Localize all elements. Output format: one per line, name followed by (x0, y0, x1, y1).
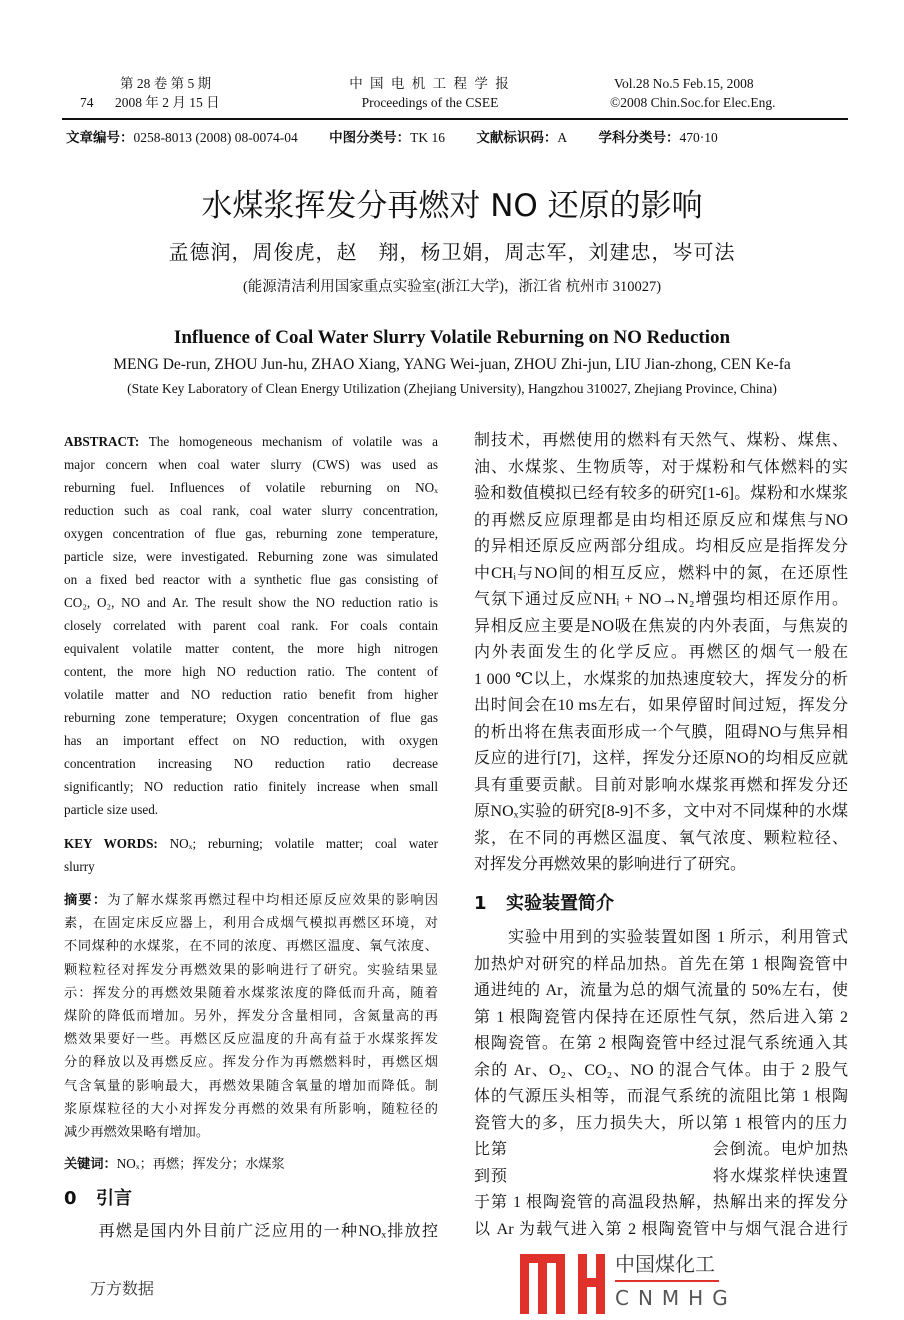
meta-label: 中图分类号： (329, 130, 411, 145)
meta-value: A (557, 130, 568, 145)
text-line (64, 499, 438, 522)
line-text: 加热炉对研究的样品加热。首先在第 1 根陶瓷管中 (474, 955, 848, 973)
text-line (474, 587, 848, 614)
text-line (474, 1111, 848, 1138)
text-line (64, 637, 438, 660)
text-line (474, 1190, 848, 1217)
text-line (474, 455, 848, 482)
line-text: volatile matter and NO reduction ratio benefit from higher (64, 687, 438, 702)
title-en: Influence of Coal Water Slurry Volatile Reburning on NO Reduction (173, 327, 731, 348)
text-line (474, 534, 848, 561)
date-cn: 2008 年 2 月 15 日 (115, 95, 220, 110)
line-text: 瓷管大的多，压力损失大，所以第 1 根管内的压力 (474, 1114, 848, 1132)
text-line (64, 1027, 438, 1050)
line-text: 余的 Ar、O₂、CO₂、NO 的混合气体。由于 2 股气 (474, 1061, 848, 1079)
text-line (474, 826, 848, 853)
text-line (474, 428, 848, 455)
line-text: 煤阶的降低而增加。另外，挥发分含量相同，含氮量高的再 (64, 1007, 438, 1023)
meta-clc-number (329, 130, 445, 145)
line-text: particle size, were investigated. Reburning zone was simulated (64, 549, 438, 564)
affiliation-cn: (能源清洁利用国家重点实验室(浙江大学)，浙江省 杭州市 310027) (242, 279, 662, 295)
meta-label: 学科分类号： (598, 130, 680, 145)
line-text: particle size used. (64, 802, 159, 817)
title-cn: 水煤浆挥发分再燃对 NO 还原的影响 (201, 188, 703, 224)
abstract-en (64, 430, 438, 821)
line-text: 内外表面发生的化学反应。再燃区的烟气一般在 (474, 644, 848, 661)
journal-en: Proceedings of the CSEE (361, 95, 499, 110)
meta-value: 470·10 (679, 130, 718, 145)
line-text: 中CHᵢ与NO间的相互反应，燃料中的氮，在还原性 (474, 564, 848, 582)
keywords-cn-label: 关键词： (64, 1156, 117, 1171)
text-line (64, 568, 438, 591)
intro-paragraph-start (64, 1219, 438, 1246)
text-line (64, 614, 438, 637)
volume-issue: 第 28 卷 第 5 期 (120, 76, 212, 91)
line-text: 气含氧量的影响最大，再燃效果随含氧量的增加而降低。制 (64, 1077, 438, 1093)
header-rule (62, 118, 848, 120)
line-text: 第 1 根陶瓷管内保持在还原性气氛，然后进入第 2 (474, 1008, 848, 1026)
line-text: reburning zone temperature; Oxygen concentration of flue gas (64, 710, 438, 725)
line-text: 原NOₓ实验的研究[8-9]不多，文中对不同煤种的水煤 (474, 803, 848, 820)
text-line (474, 952, 848, 979)
text-line (64, 706, 438, 729)
text-line (64, 911, 438, 934)
line-text: 到预 将水煤浆样快速置 (474, 1167, 848, 1185)
text-line (474, 799, 848, 826)
line-text: 为了解水煤浆再燃过程中均相还原反应效果的影响因 (107, 892, 439, 907)
text-line (64, 660, 438, 683)
abstract-cn (64, 888, 438, 1143)
text-line (64, 476, 438, 499)
watermark-en: CNMHG (615, 1286, 737, 1310)
meta-document-code (476, 130, 567, 145)
text-line (474, 561, 848, 588)
page-number: 74 (80, 95, 94, 110)
abstract-en-label: ABSTRACT: (64, 434, 140, 449)
line-text: 减少再燃效果略有增加。 (64, 1123, 210, 1139)
line-text: 油、水煤浆、生物质等，对于煤粉和气体燃料的实 (474, 458, 848, 476)
line-text: 浆，在不同的再燃区温度、氧气浓度、颗粒粒径、 (474, 829, 848, 847)
section-0-heading (64, 1184, 132, 1210)
text-line (64, 888, 438, 911)
text-line (64, 775, 438, 798)
text-line (474, 693, 848, 720)
authors-cn: 孟德润，周俊虎，赵 翔，杨卫娟，周志军，刘建忠，岑可法 (168, 242, 736, 264)
line-text: 气氛下通过反应NHᵢ + NO→N₂增强均相还原作用。 (474, 591, 848, 608)
line-text: CO₂, O₂, NO and Ar. The result show the NO reduction ratio is (64, 595, 438, 610)
section-1-heading (474, 889, 614, 915)
line-text: major concern when coal water slurry (CWS) was used as (64, 457, 438, 472)
journal-cn: 中 国 电 机 工 程 学 报 (349, 76, 511, 91)
text-line (64, 1004, 438, 1027)
intro-paragraph-continued (474, 428, 848, 879)
line-text: 根陶瓷管。在第 2 根陶瓷管中经过混气系统通入其 (474, 1035, 848, 1052)
copyright: ©2008 Chin.Soc.for Elec.Eng. (610, 95, 776, 110)
line-text: concentration increasing NO reduction ratio decrease (64, 756, 438, 771)
line-text: 于第 1 根陶瓷管的高温段热解，热解出来的挥发分 (474, 1194, 848, 1211)
text-line (474, 1005, 848, 1032)
text-line (64, 1050, 438, 1073)
text-line (474, 640, 848, 667)
line-text: oxygen concentration of flue gas, reburning zone temperature, (64, 526, 438, 541)
line-text: 示：挥发分的再燃效果随着水煤浆浓度的降低而升高，随着 (64, 984, 438, 1000)
text-line (64, 798, 438, 821)
line-text: 具有重要贡献。目前对影响水煤浆再燃和挥发分还 (474, 776, 848, 794)
text-line (64, 1097, 438, 1120)
keywords-cn-value: NOₓ；再燃；挥发分；水煤浆 (116, 1156, 285, 1171)
abstract-cn-label: 摘要： (64, 892, 108, 907)
line-text: significantly; NO reduction ratio finitely increase when small (64, 779, 438, 794)
line-text: 浆原煤粒径的大小对挥发分再燃的效果有所影响，随粒径的 (64, 1100, 438, 1116)
text-line (64, 1120, 438, 1143)
line-text: The homogeneous mechanism of volatile was a (139, 434, 438, 449)
meta-label: 文献标识码： (476, 130, 558, 145)
line-text: NOₓ; reburning; volatile matter; coal water (157, 836, 438, 851)
text-line (64, 522, 438, 545)
line-text: 反应的进行[7]，这样，挥发分还原NO的均相反应就 (474, 750, 848, 767)
line-text: 异相反应主要是NO吸在焦炭的内外表面，与焦炭的 (474, 617, 848, 635)
text-line (474, 1084, 848, 1111)
line-text: content, the more high NO reduction ratio. The content of (64, 664, 438, 679)
line-text: 实验中用到的实验装置如图 1 所示，利用管式 (474, 929, 848, 946)
watermark (520, 1254, 865, 1316)
line-text: 制技术，再燃使用的燃料有天然气、煤粉、煤焦、 (474, 432, 848, 449)
line-text: 的再燃反应原理都是由均相还原反应和煤焦与NO (474, 511, 848, 529)
text-line (64, 981, 438, 1004)
line-text: 的异相还原反应两部分组成。均相反应是指挥发分 (474, 538, 848, 555)
meta-value: 0258-8013 (2008) 08-0074-04 (133, 130, 298, 145)
line-text: 对挥发分再燃效果的影响进行了研究。 (474, 856, 747, 873)
line-text: reburning fuel. Influences of volatile reburning on NOₓ (64, 480, 438, 495)
text-line (64, 934, 438, 957)
line-text: 体的气源压头相等，而混气系统的流阻比第 1 根陶 (474, 1088, 848, 1105)
line-text: 1 000 ℃以上，水煤浆的加热速度较大，挥发分的析 (474, 670, 848, 688)
line-text: closely correlated with parent coal rank. For coals contain (64, 618, 438, 633)
keywords-en-label: KEY WORDS: (64, 836, 158, 851)
meta-label: 文章编号： (66, 130, 134, 145)
section-number: 0 (64, 1188, 77, 1209)
authors-en: MENG De-run, ZHOU Jun-hu, ZHAO Xiang, YANG Wei-juan, ZHOU Zhi-jun, LIU Jian-zhong, CEN Ke-fa (113, 356, 791, 373)
text-line (64, 430, 438, 453)
line-text: 出时间会在10 ms左右，如果停留时间过短，挥发分 (474, 697, 848, 714)
line-text: 的析出将在焦表面形成一个气膜，阻碍NO与焦异相 (474, 723, 848, 741)
text-line (64, 591, 438, 614)
article-meta (66, 126, 746, 146)
line-text: on a fixed bed reactor with a synthetic flue gas consisting of (64, 572, 438, 587)
watermark-cn: 中国煤化工 (615, 1252, 715, 1276)
text-line (64, 752, 438, 775)
line-text: 素，在固定床反应器上，利用合成烟气模拟再燃区环境，对 (64, 915, 438, 931)
watermark-rule (615, 1280, 719, 1282)
text-line (474, 852, 848, 879)
keywords-cn (64, 1152, 438, 1175)
text-line (64, 832, 438, 855)
meta-subject-code (598, 130, 717, 145)
line-text: 燃效果要好一些。再燃区反应温度的升高有益于水煤浆挥发 (64, 1031, 438, 1047)
meta-article-number (66, 130, 298, 145)
line-text: 通进纯的 Ar，流量为总的烟气流量的 50%左右，使 (474, 982, 848, 999)
text-line (474, 481, 848, 508)
text-line (474, 925, 848, 952)
affiliation-en: (State Key Laboratory of Clean Energy Utilization (Zhejiang University), Hangzhou 310027, Zhejiang Province, China) (127, 381, 777, 396)
line-text: slurry (64, 859, 95, 874)
text-line (64, 683, 438, 706)
text-line (474, 773, 848, 800)
footer-source: 万方数据 (90, 1279, 155, 1298)
text-line (474, 1031, 848, 1058)
section-title: 引言 (96, 1188, 132, 1209)
section-number: 1 (474, 893, 487, 914)
line-text: has an important effect on NO reduction, with oxygen (64, 733, 438, 748)
text-line (474, 1058, 848, 1085)
text-line (474, 667, 848, 694)
text-line (474, 1137, 848, 1164)
line-text: 以 Ar 为载气进入第 2 根陶瓷管中与烟气混合进行 (474, 1220, 848, 1238)
line-text: 不同煤种的水煤浆，在不同的浓度、再燃区温度、氧气浓度、 (64, 938, 438, 954)
meta-value: TK 16 (410, 130, 445, 145)
line-text: 验和数值模拟已经有较多的研究[1-6]。煤粉和水煤浆 (474, 485, 848, 502)
line-text: reduction such as coal rank, coal water slurry concentration, (64, 503, 438, 518)
volume-en: Vol.28 No.5 Feb.15, 2008 (614, 76, 754, 91)
text-line (474, 614, 848, 641)
text-line (474, 1164, 848, 1191)
line-text: 颗粒粒径对挥发分再燃效果的影响进行了研究。实验结果显 (64, 961, 438, 977)
text-line (64, 729, 438, 752)
text-line (474, 1217, 848, 1244)
section-title: 实验装置简介 (506, 893, 614, 914)
text-line (474, 746, 848, 773)
keywords-en (64, 832, 438, 878)
text-line (64, 1074, 438, 1097)
line-text: 分的释放以及再燃反应。挥发分作为再燃燃料时，再燃区烟 (64, 1054, 438, 1070)
text-line (474, 720, 848, 747)
text-line (64, 958, 438, 981)
text-line: 再燃是国内外目前广泛应用的一种NOₓ排放控 (64, 1223, 438, 1240)
text-line (64, 855, 438, 878)
text-line (64, 453, 438, 476)
cnmhg-logo-icon (520, 1254, 605, 1314)
line-text: equivalent volatile matter content, the more high nitrogen (64, 641, 438, 656)
text-line (474, 508, 848, 535)
line-text: 比第 会倒流。电炉加热 (474, 1141, 848, 1158)
section-1-paragraph (474, 925, 848, 1243)
text-line (474, 978, 848, 1005)
text-line (64, 545, 438, 568)
